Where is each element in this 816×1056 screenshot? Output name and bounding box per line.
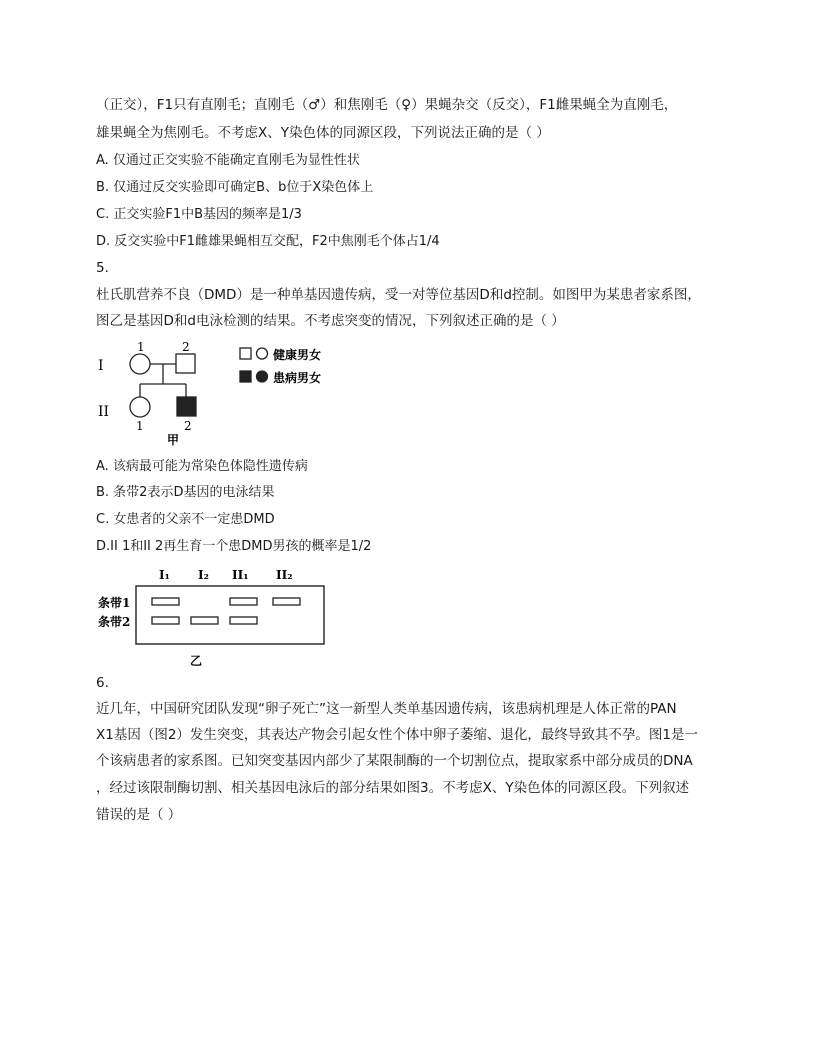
legend-male-healthy-icon bbox=[240, 348, 251, 359]
gel-caption: 乙 bbox=[190, 654, 203, 668]
q4-option-b: B. 仅通过反交实验即可确定B、b位于X染色体上 bbox=[96, 180, 374, 195]
lane-label-I1: I₁ bbox=[159, 568, 170, 582]
legend-affected-label: 患病男女 bbox=[273, 371, 322, 385]
generation-2-label: II bbox=[98, 404, 110, 420]
lane-label-II1: II₁ bbox=[232, 568, 249, 582]
gen2-female-number: 1 bbox=[136, 419, 144, 433]
lane-label-I2: I₂ bbox=[198, 568, 209, 582]
pedigree-figure bbox=[90, 338, 350, 448]
q6-line1: 近几年，中国研究团队发现“卵子死亡”这一新型人类单基因遗传病，该患病机理是人体正常的PAN bbox=[96, 701, 677, 717]
q5-option-a: A. 该病最可能为常染色体隐性遗传病 bbox=[96, 459, 308, 474]
band1-lane1 bbox=[152, 598, 179, 605]
q5-option-d: D.II 1和II 2再生育一个患DMD男孩的概率是1/2 bbox=[96, 539, 372, 554]
gen2-male-number: 2 bbox=[184, 419, 192, 433]
gel-box bbox=[136, 586, 324, 644]
q4-stem-line2: 雄果蝇全为焦刚毛。不考虑X、Y染色体的同源区段，下列说法正确的是（ ） bbox=[96, 125, 550, 141]
q5-option-b: B. 条带2表示D基因的电泳结果 bbox=[96, 485, 275, 500]
legend-male-affected-icon bbox=[240, 371, 251, 382]
q6-line3: 个该病患者的家系图。已知突变基因内部少了某限制酶的一个切割位点，提取家系中部分成员的DNA bbox=[96, 753, 693, 769]
gen1-female-number: 1 bbox=[137, 340, 145, 354]
gen1-male-healthy bbox=[176, 354, 195, 373]
q4-stem-line1: （正交），F1只有直刚毛；直刚毛（♂）和焦刚毛（♀）果蝇杂交（反交），F1雌果蝇全为直刚毛， bbox=[96, 97, 678, 113]
gen1-male-number: 2 bbox=[182, 340, 190, 354]
q5-option-c: C. 女患者的父亲不一定患DMD bbox=[96, 512, 275, 527]
generation-1-label: I bbox=[98, 358, 104, 374]
band2-lane2 bbox=[191, 617, 218, 624]
q5-stem-line2: 图乙是基因D和d电泳检测的结果。不考虑突变的情况，下列叙述正确的是（ ） bbox=[96, 313, 565, 329]
band2-label: 条带2 bbox=[98, 615, 131, 629]
q5-number: 5. bbox=[96, 260, 109, 276]
band1-lane4 bbox=[273, 598, 300, 605]
band1-label: 条带1 bbox=[98, 596, 131, 610]
legend-female-affected-icon bbox=[257, 371, 268, 382]
q4-option-d: D. 反交实验中F1雌雄果蝇相互交配，F2中焦刚毛个体占1/4 bbox=[96, 234, 440, 249]
q6-number: 6. bbox=[96, 675, 109, 691]
band2-lane3 bbox=[230, 617, 257, 624]
gen2-female-healthy bbox=[130, 397, 150, 417]
q5-stem-line1: 杜氏肌营养不良（DMD）是一种单基因遗传病，受一对等位基因D和d控制。如图甲为某患者家系图， bbox=[96, 287, 701, 303]
gen1-female-healthy bbox=[130, 354, 150, 374]
q6-line4: ，经过该限制酶切割、相关基因电泳后的部分结果如图3。不考虑X、Y染色体的同源区段。下列叙述 bbox=[96, 780, 690, 796]
gen2-male-affected bbox=[177, 397, 196, 416]
legend-female-healthy-icon bbox=[257, 348, 268, 359]
legend-healthy-label: 健康男女 bbox=[273, 348, 322, 362]
q6-line5: 错误的是（ ） bbox=[96, 807, 182, 823]
q4-option-a: A. 仅通过正交实验不能确定直刚毛为显性性状 bbox=[96, 153, 360, 168]
pedigree-caption: 甲 bbox=[167, 433, 180, 447]
lane-label-II2: II₂ bbox=[276, 568, 293, 582]
gel-figure bbox=[94, 564, 334, 672]
q6-line2: X1基因（图2）发生突变，其表达产物会引起女性个体中卵子萎缩、退化，最终导致其不孕。图1是一 bbox=[96, 727, 699, 743]
band2-lane1 bbox=[152, 617, 179, 624]
q4-option-c: C. 正交实验F1中B基因的频率是1/3 bbox=[96, 207, 302, 222]
band1-lane3 bbox=[230, 598, 257, 605]
